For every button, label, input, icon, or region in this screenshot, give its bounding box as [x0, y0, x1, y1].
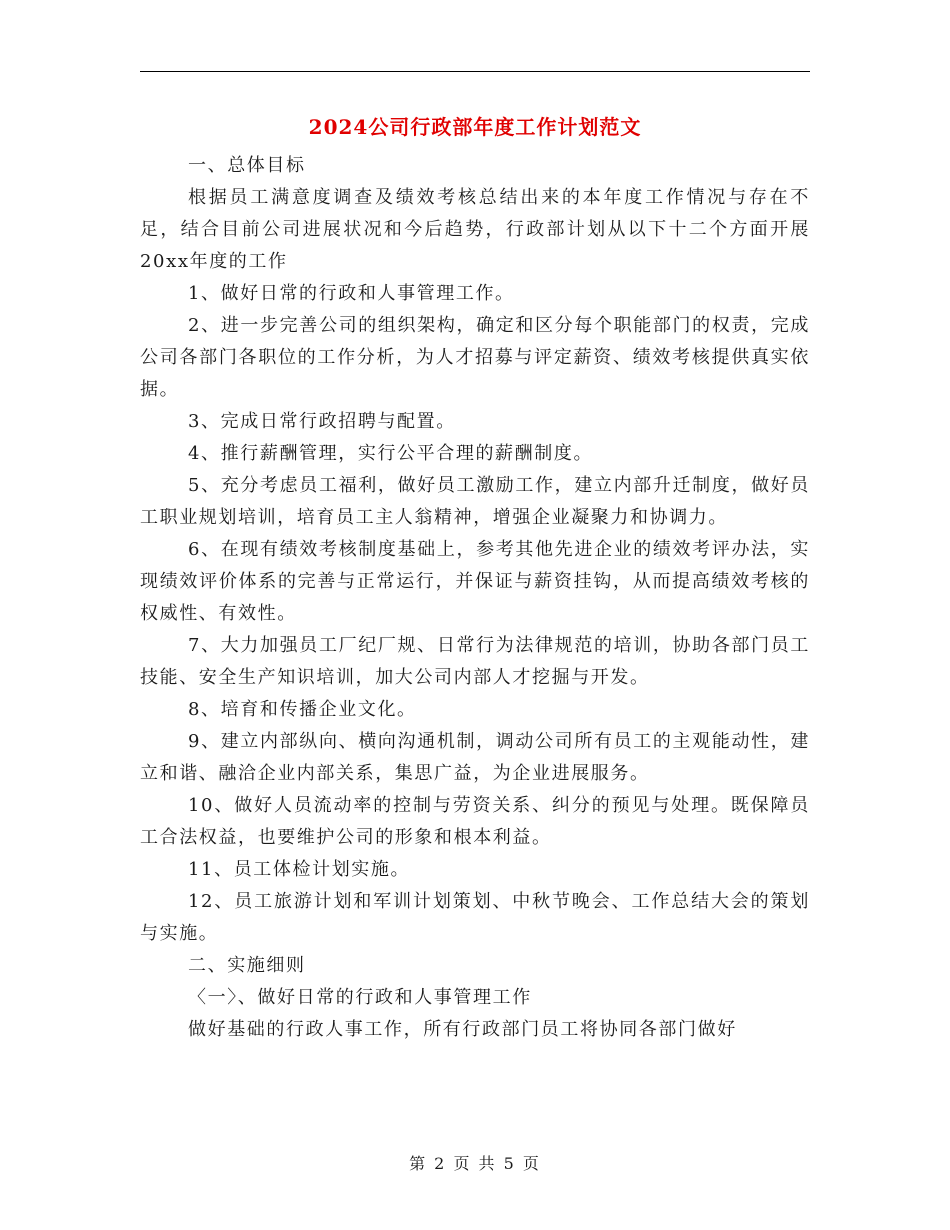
plan-item-4: 4、推行薪酬管理，实行公平合理的薪酬制度。 — [188, 443, 594, 464]
paragraph-subsection-1: 做好基础的行政人事工作，所有行政部门员工将协同各部门做好 — [188, 1019, 737, 1040]
plan-item-1: 1、做好日常的行政和人事管理工作。 — [188, 283, 515, 304]
plan-item-3: 3、完成日常行政招聘与配置。 — [188, 411, 456, 432]
plan-item-6: 6、在现有绩效考核制度基础上，参考其他先进企业的绩效考评办法，实现绩效评价体系的完善与正常运行，并保证与薪资挂钩，从而提高绩效考核的权威性、有效性。 — [140, 539, 810, 624]
section-heading-goals: 一、总体目标 — [188, 155, 306, 176]
section-heading-implementation: 二、实施细则 — [188, 955, 306, 976]
plan-item-10: 10、做好人员流动率的控制与劳资关系、纠分的预见与处理。既保障员工合法权益，也要维护公司的形象和根本利益。 — [140, 795, 810, 848]
page-number: 第 2 页 共 5 页 — [409, 1154, 541, 1173]
header-rule — [140, 71, 810, 72]
subsection-heading-1: 〈一〉、做好日常的行政和人事管理工作 — [188, 987, 532, 1008]
plan-item-2: 2、进一步完善公司的组织架构，确定和区分每个职能部门的权责，完成公司各部门各职位的工作分析，为人才招募与评定薪资、绩效考核提供真实依据。 — [140, 315, 810, 400]
plan-item-11: 11、员工体检计划实施。 — [188, 859, 411, 880]
document-title: 2024公司行政部年度工作计划范文 — [308, 115, 642, 139]
plan-item-12: 12、员工旅游计划和军训计划策划、中秋节晚会、工作总结大会的策划与实施。 — [140, 891, 810, 944]
paragraph-intro: 根据员工满意度调查及绩效考核总结出来的本年度工作情况与存在不足，结合目前公司进展状况和今后趋势，行政部计划从以下十二个方面开展20xx年度的工作 — [140, 187, 810, 272]
plan-item-7: 7、大力加强员工厂纪厂规、日常行为法律规范的培训，协助各部门员工技能、安全生产知识培训，加大公司内部人才挖掘与开发。 — [140, 635, 810, 688]
plan-item-8: 8、培育和传播企业文化。 — [188, 699, 417, 720]
plan-item-5: 5、充分考虑员工福利，做好员工激励工作，建立内部升迁制度，做好员工职业规划培训，培育员工主人翁精神，增强企业凝聚力和协调力。 — [140, 475, 810, 528]
plan-item-9: 9、建立内部纵向、横向沟通机制，调动公司所有员工的主观能动性，建立和谐、融洽企业内部关系，集思广益，为企业进展服务。 — [140, 731, 810, 784]
document-body — [140, 150, 810, 1046]
